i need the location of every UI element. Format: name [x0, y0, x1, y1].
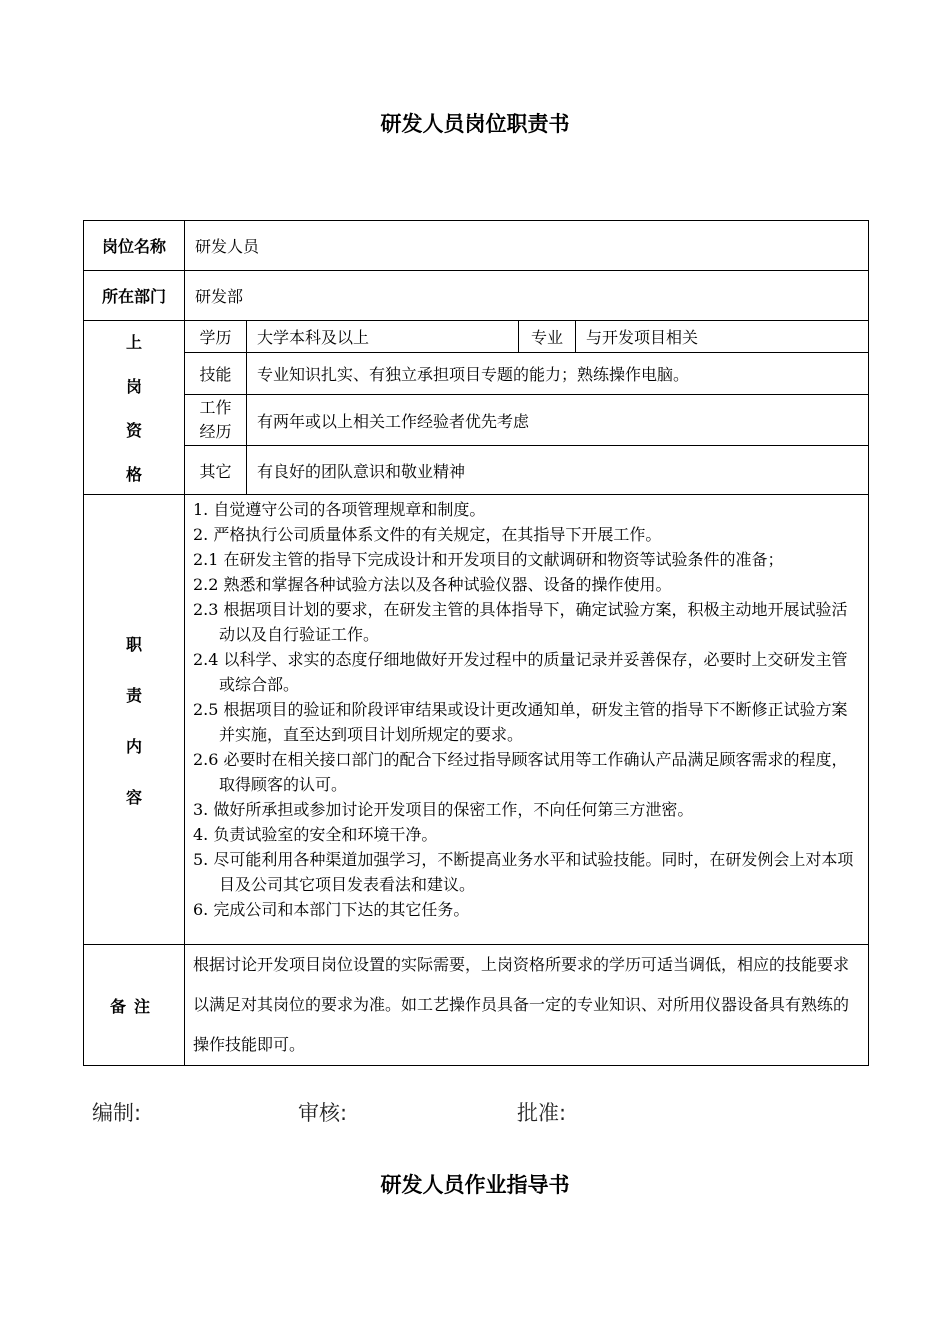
qualification-char: 格 — [125, 465, 142, 485]
education-row — [84, 321, 869, 353]
qualification-char: 资 — [125, 421, 142, 441]
duty-item: 2.6 必要时在相关接口部门的配合下经过指导顾客试用等工作确认产品满足顾客需求的程度，取得顾客的认可。 — [193, 750, 848, 794]
experience-row — [84, 395, 869, 446]
department-label: 所在部门 — [84, 271, 185, 321]
other-label: 其它 — [185, 446, 247, 495]
duty-item: 2.3 根据项目计划的要求，在研发主管的具体指导下，确定试验方案，积极主动地开展试验活动以及自行验证工作。 — [193, 600, 848, 644]
department-row — [84, 271, 869, 321]
experience-label-line: 经历 — [199, 422, 232, 441]
duties-char: 内 — [125, 736, 142, 756]
duty-item: 5. 尽可能利用各种渠道加强学习，不断提高业务水平和试验技能。同时，在研发例会上对本项目及公司其它项目发表看法和建议。 — [193, 850, 854, 894]
qualification-char: 上 — [125, 332, 142, 352]
remarks-label: 备注 — [84, 945, 185, 1066]
skills-value: 专业知识扎实、有独立承担项目专题的能力；熟练操作电脑。 — [247, 353, 869, 395]
duties-char: 职 — [125, 634, 142, 654]
duty-item: 2. 严格执行公司质量体系文件的有关规定，在其指导下开展工作。 — [193, 525, 662, 544]
other-row — [84, 446, 869, 495]
qualification-char: 岗 — [125, 376, 142, 396]
next-document-title: 研发人员作业指导书 — [380, 1173, 570, 1197]
duty-item: 2.2 熟悉和掌握各种试验方法以及各种试验仪器、设备的操作使用。 — [193, 575, 672, 594]
major-label: 专业 — [519, 321, 576, 353]
education-label: 学历 — [185, 321, 247, 353]
duties-char: 容 — [125, 787, 142, 807]
document-title: 研发人员岗位职责书 — [380, 112, 570, 136]
remarks-row — [84, 945, 869, 1066]
duty-item: 6. 完成公司和本部门下达的其它任务。 — [193, 900, 470, 919]
education-value: 大学本科及以上 — [247, 321, 519, 353]
position-row — [84, 221, 869, 271]
major-value: 与开发项目相关 — [576, 321, 869, 353]
review-signature-label: 审核: — [298, 1101, 348, 1125]
position-label: 岗位名称 — [84, 221, 185, 271]
skills-label: 技能 — [185, 353, 247, 395]
job-description-table — [83, 220, 869, 1066]
other-value: 有良好的团队意识和敬业精神 — [247, 446, 869, 495]
experience-label — [185, 395, 247, 446]
duties-content — [185, 495, 869, 945]
duties-row — [84, 495, 869, 945]
duty-item: 2.5 根据项目的验证和阶段评审结果或设计更改通知单，研发主管的指导下不断修正试验方案并实施，直至达到项目计划所规定的要求。 — [193, 700, 848, 744]
qualification-label — [84, 321, 185, 495]
duty-item: 4. 负责试验室的安全和环境干净。 — [193, 825, 438, 844]
position-value: 研发人员 — [185, 221, 869, 271]
remarks-value: 根据讨论开发项目岗位设置的实际需要，上岗资格所要求的学历可适当调低，相应的技能要求以满足对其岗位的要求为准。如工艺操作员具备一定的专业知识、对所用仪器设备具有熟练的操作技能即可。 — [185, 945, 869, 1066]
duty-item: 1. 自觉遵守公司的各项管理规章和制度。 — [193, 500, 486, 519]
experience-label-line: 工作 — [199, 398, 232, 417]
duties-label — [84, 495, 185, 945]
duty-item: 2.4 以科学、求实的态度仔细地做好开发过程中的质量记录并妥善保存，必要时上交研发主管或综合部。 — [193, 650, 848, 694]
skills-row — [84, 353, 869, 395]
duties-char: 责 — [125, 685, 142, 705]
department-value: 研发部 — [185, 271, 869, 321]
compile-signature-label: 编制: — [92, 1101, 142, 1125]
experience-value: 有两年或以上相关工作经验者优先考虑 — [247, 395, 869, 446]
duty-item: 2.1 在研发主管的指导下完成设计和开发项目的文献调研和物资等试验条件的准备； — [193, 550, 784, 569]
approve-signature-label: 批准: — [517, 1101, 567, 1125]
duty-item: 3. 做好所承担或参加讨论开发项目的保密工作，不向任何第三方泄密。 — [193, 800, 694, 819]
